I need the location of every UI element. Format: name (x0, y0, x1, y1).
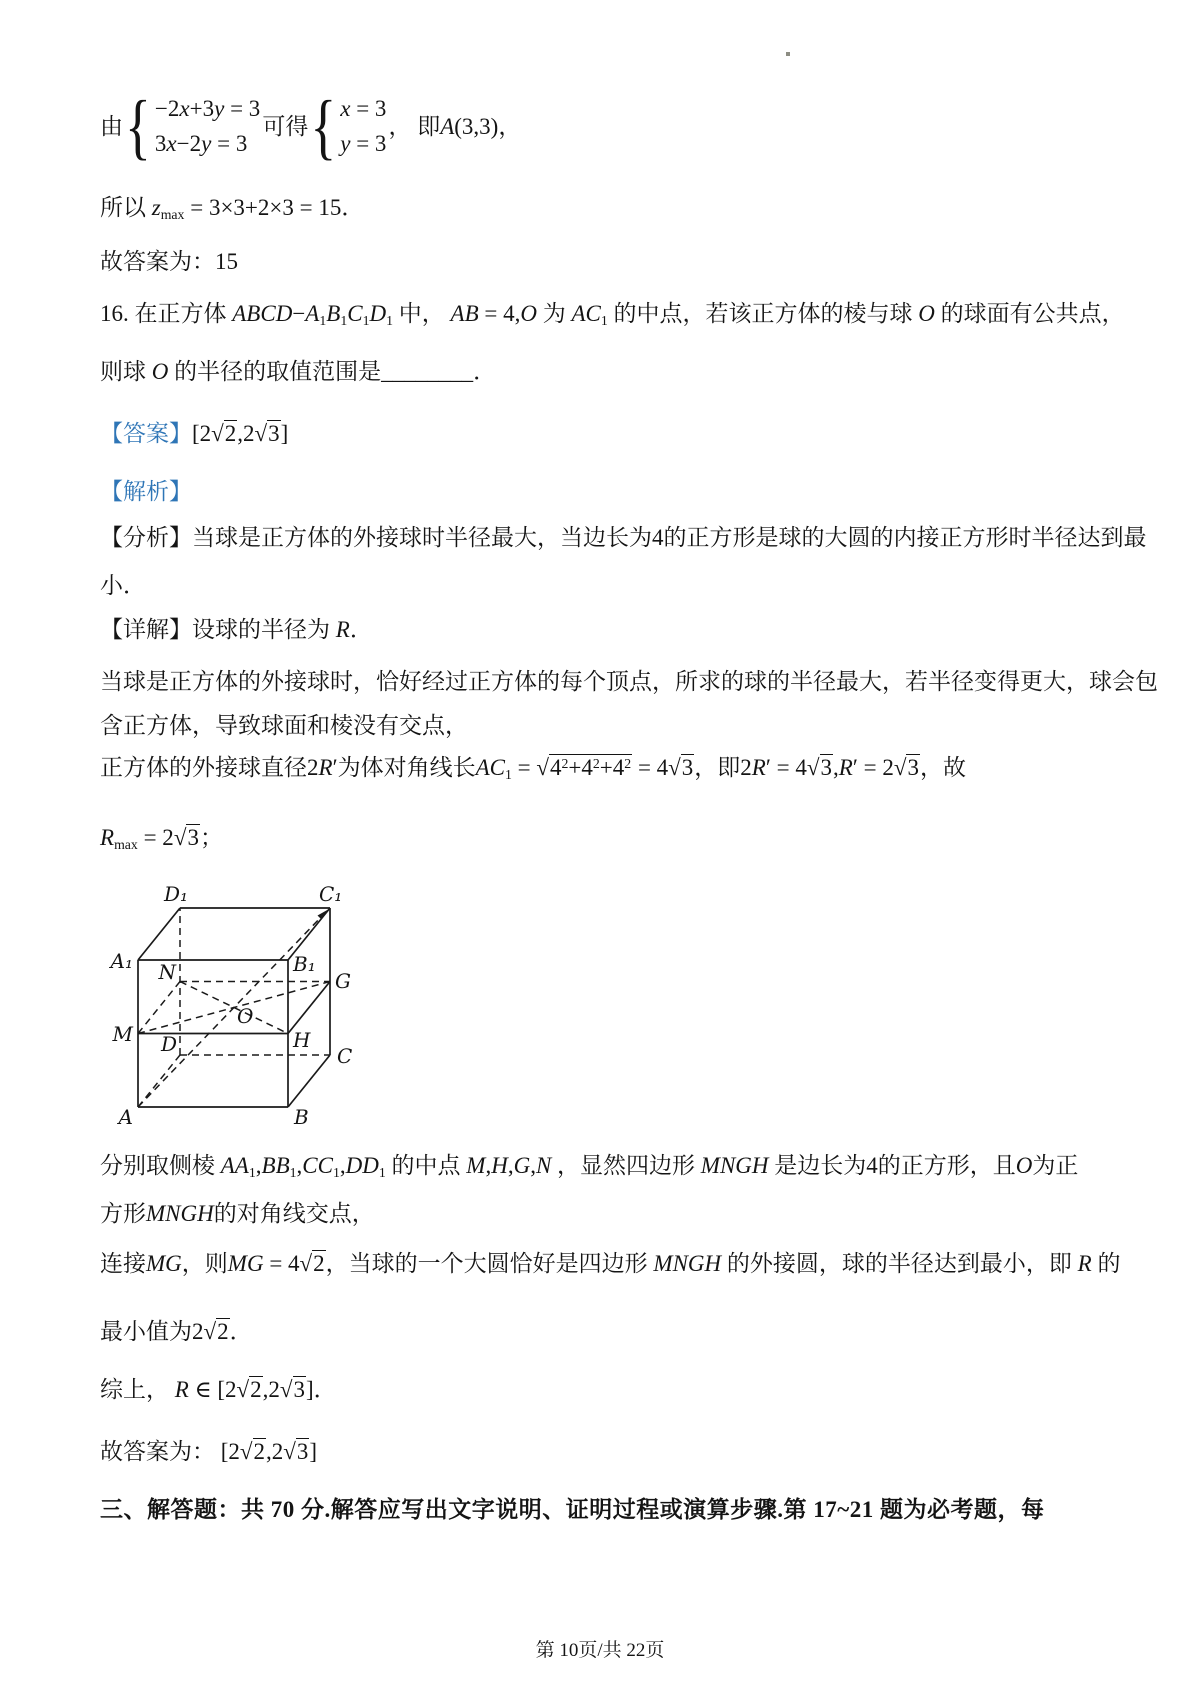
text-segment: , (255, 1153, 262, 1178)
text-segment: O (918, 301, 935, 326)
text-segment: √ (239, 1439, 253, 1464)
text-segment: ，显然四边形 (551, 1153, 701, 1178)
text-segment: √ (536, 755, 549, 780)
text-segment: 1 (340, 313, 348, 329)
text-segment: = 3 (350, 131, 387, 157)
text-segment: R (335, 617, 350, 642)
text-segment: O (520, 301, 537, 326)
mg-line (100, 1248, 1120, 1279)
radicand: 3 (820, 755, 832, 780)
text-segment: = 3×3+2×3 = 15 (184, 195, 342, 220)
text-segment: 1 (600, 313, 608, 329)
text-segment: MNGH (653, 1251, 722, 1276)
text-segment: 的半径的取值范围是 (168, 359, 382, 384)
solution-zmax-line (100, 192, 364, 225)
text-segment: 的 (1091, 1251, 1121, 1276)
text-segment: = 2 (137, 825, 174, 850)
text-segment: 连接 (100, 1251, 146, 1276)
text-segment: 1 (362, 313, 370, 329)
text-segment: AA (220, 1153, 249, 1178)
text-segment: 2 (192, 1319, 204, 1344)
text-segment: 为 (536, 301, 572, 326)
text-segment: 【解析】 (100, 479, 192, 504)
text-segment: 为体对角线长 (337, 755, 476, 780)
text-segment: 17~21 (813, 1497, 874, 1522)
text-segment: ABCD (232, 301, 293, 326)
text-segment: R (318, 755, 333, 780)
text-segment: = 3 (350, 96, 387, 121)
text-segment: 则球 (100, 359, 152, 384)
text-segment: CC (302, 1153, 333, 1178)
text-segment: √ (806, 755, 820, 780)
text-segment: 所以 (100, 195, 152, 220)
midpoints-line-2 (100, 1198, 375, 1229)
diagonal-arrowhead (318, 909, 330, 920)
text-segment: M (466, 1153, 486, 1178)
system-brace: { (310, 85, 337, 167)
text-segment: 1 (504, 767, 512, 783)
text-segment: 方形 (100, 1201, 146, 1226)
text-segment: , (507, 1153, 514, 1178)
text-segment: 的中点，若该正方体的棱与球 (607, 301, 919, 326)
text-segment: x (340, 96, 351, 121)
radicand: 2 (253, 1439, 266, 1464)
text-segment: 2 (561, 756, 569, 772)
text-segment: 含正方体，导致球面和棱没有交点， (100, 713, 468, 738)
text-segment: 的中点 (385, 1153, 467, 1178)
text-segment: ， (498, 113, 522, 139)
text-segment: √ (283, 1439, 296, 1464)
vertex-label-a1: A₁ (110, 949, 133, 973)
text-segment: 1 (378, 1165, 386, 1181)
text-segment: 2 (624, 756, 632, 772)
text-segment: 2 (307, 755, 319, 780)
text-segment: √ (668, 755, 681, 780)
text-segment: ． (349, 617, 373, 642)
text-segment: A (305, 301, 320, 326)
vertex-label-a: A (118, 1105, 133, 1129)
text-segment: √ (279, 1377, 293, 1402)
radicand: 2 (217, 1319, 229, 1344)
text-segment: 4 (550, 755, 562, 780)
text-segment: R (751, 755, 766, 780)
text-segment: 小． (100, 573, 146, 598)
text-segment: y (340, 131, 351, 157)
text-segment: 分.解答应写出文字说明、证明过程或演算步骤.第 (294, 1497, 814, 1522)
text-segment: ， 即 (388, 113, 441, 139)
text-segment: ________ (381, 359, 474, 384)
radicand: 3 (187, 825, 199, 850)
rmin-line (100, 1316, 253, 1347)
question-16-line-1 (100, 298, 1125, 331)
text-segment: ]． (306, 1377, 337, 1402)
detail-label-line (100, 614, 373, 645)
text-segment: 综上， (100, 1377, 175, 1402)
text-segment: 的正方形是球的大圆的内接正方形时半径达到最 (663, 525, 1147, 550)
text-segment: 70 (270, 1497, 295, 1522)
diagonal-formula-line (100, 752, 966, 785)
text-segment: MNGH (146, 1201, 214, 1226)
text-segment: 1 (386, 313, 394, 329)
text-segment: x (179, 96, 190, 121)
text-segment: 2 (592, 756, 600, 772)
vertex-label-c1: C₁ (319, 882, 343, 906)
vertex-label-h: H (293, 1028, 311, 1052)
analysis-text-line-1 (100, 522, 1147, 553)
radicand: 2 (250, 1377, 262, 1402)
radicand: 3 (268, 421, 280, 446)
text-segment: 是边长为 (768, 1153, 867, 1178)
text-segment: = 2 (857, 755, 894, 780)
vertex-label-o: O (237, 1004, 254, 1028)
text-segment: MG (146, 1251, 182, 1276)
text-segment: 4 (866, 1153, 878, 1178)
answer-label-line (100, 418, 288, 449)
cube-figure (100, 875, 370, 1133)
equation-row (155, 96, 260, 121)
text-segment: ] (280, 421, 289, 446)
final-answer-line (100, 1436, 317, 1467)
text-segment: ． (473, 359, 497, 384)
text-segment: [2 (192, 421, 212, 446)
text-segment: 由 (100, 113, 123, 139)
text-segment: (3,3) (454, 113, 499, 139)
text-segment: MG (227, 1251, 264, 1276)
text-segment: max (114, 837, 138, 853)
vertex-label-m: M (112, 1022, 133, 1046)
text-segment: 三、解答题：共 (100, 1497, 271, 1522)
text-segment: −2 (154, 96, 180, 121)
text-segment: D (369, 301, 387, 326)
text-segment: = 4 (632, 755, 669, 780)
text-segment: ,2 (237, 421, 255, 446)
page-footer: 第 10页/共 22页 (535, 1640, 665, 1661)
cube-vertex-labels (109, 882, 353, 1129)
radicand: 2 (224, 421, 237, 446)
text-segment: 1 (319, 313, 327, 329)
text-segment: O (1015, 1153, 1033, 1178)
text-segment: √ (173, 825, 187, 850)
text-segment: 1 (248, 1165, 256, 1181)
text-segment: √ (236, 1377, 250, 1402)
conclusion-line (100, 1374, 337, 1405)
text-segment: 1 (332, 1165, 340, 1181)
text-segment: √ (254, 421, 268, 446)
vertex-label-b1: B₁ (293, 952, 316, 976)
equation-system (310, 85, 387, 167)
text-segment: 2 (740, 755, 752, 780)
text-segment: 4 (652, 525, 664, 550)
text-segment: 3 (154, 131, 167, 157)
text-segment: ,2 (262, 1377, 280, 1402)
equation-rows (340, 96, 386, 157)
radicand (549, 754, 632, 780)
text-segment: 为正 (1032, 1153, 1079, 1178)
analysis-text-line-2 (100, 570, 146, 601)
text-segment: DD (345, 1153, 379, 1178)
analysis-label-line (100, 476, 192, 507)
radicand: 3 (293, 1377, 305, 1402)
text-segment: R (1077, 1251, 1092, 1276)
vertex-label-d: D (160, 1032, 177, 1056)
equation-rows (155, 96, 260, 157)
radicand: 3 (681, 755, 694, 780)
text-segment: R (174, 1377, 189, 1402)
text-segment: ． (229, 1319, 253, 1344)
text-segment: 正方体的外接球直径 (100, 755, 307, 780)
text-segment: √ (893, 755, 907, 780)
vertex-label-c: C (337, 1044, 353, 1068)
text-segment: H (491, 1153, 508, 1178)
vertex-label-d1: D₁ (164, 882, 189, 906)
text-segment: , (485, 1153, 492, 1178)
text-segment: [2 (220, 1439, 240, 1464)
text-segment: ． (341, 195, 365, 220)
text-segment: ，当球的一个大圆恰好是四边形 (325, 1251, 654, 1276)
text-segment: , (530, 1153, 536, 1178)
text-segment: R (838, 755, 853, 780)
text-segment: √ (203, 1319, 217, 1344)
rmax-line (100, 822, 223, 855)
text-segment: 的对角线交点， (213, 1201, 375, 1226)
solution-system-line (100, 85, 522, 167)
text-segment: 当球是正方体的外接球时，恰好经过正方体的每个顶点，所求的球的半径最大，若半径变得更大，球会包 (100, 669, 1158, 694)
text-segment: +4 (568, 755, 593, 780)
radicand: 3 (907, 755, 919, 780)
text-segment: , (296, 1153, 303, 1178)
text-segment: ′ (852, 755, 858, 780)
vertex-label-b: B (294, 1105, 309, 1129)
text-segment: y (214, 96, 225, 121)
text-segment: ′ (332, 755, 338, 780)
detail-text-line-2 (100, 710, 468, 741)
text-segment: √ (211, 421, 224, 446)
question-16-line-2 (100, 356, 496, 387)
text-segment: 15 (215, 249, 238, 274)
text-segment: MNGH (700, 1153, 769, 1178)
text-segment: A (440, 113, 455, 139)
text-segment: 最小值为 (100, 1319, 192, 1344)
equation-row (340, 96, 386, 121)
text-segment: R (100, 825, 115, 850)
text-segment: 故答案为： (100, 249, 215, 274)
text-segment: 的正方形，且 (877, 1153, 1016, 1178)
text-segment: ，即 (694, 755, 741, 780)
text-segment: BB (261, 1153, 290, 1178)
text-segment: √ (299, 1251, 313, 1276)
equation-row (340, 131, 386, 156)
text-segment: 【答案】 (100, 421, 192, 446)
text-segment: 中， (393, 301, 451, 326)
text-segment: 【分析】当球是正方体的外接球时半径最大，当边长为 (100, 525, 652, 550)
radicand: 3 (296, 1439, 309, 1464)
text-segment: +3 (189, 96, 215, 121)
text-segment: = 3 (224, 96, 261, 121)
text-segment: C (347, 301, 363, 326)
text-segment: , (833, 755, 839, 780)
vertex-label-n: N (158, 960, 176, 984)
text-segment: +4 (599, 755, 625, 780)
text-segment: 的球面有公共点， (934, 301, 1125, 326)
text-segment: 分别取侧棱 (100, 1153, 221, 1178)
text-segment: 16. 在正方体 (100, 301, 233, 326)
text-segment: z (151, 195, 161, 220)
text-segment: = (511, 755, 537, 780)
text-segment: 的外接圆，球的半径达到最小，即 (721, 1251, 1078, 1276)
text-segment: AC (571, 301, 601, 326)
equation-row (155, 131, 260, 156)
text-segment: 【详解】设球的半径为 (100, 617, 336, 642)
section-3-header (100, 1494, 1044, 1525)
midpoints-line-1 (100, 1150, 1078, 1183)
answer-15-line (100, 246, 238, 277)
text-segment: ，则 (181, 1251, 228, 1276)
text-segment: 可得 (262, 113, 309, 139)
text-segment: = 4 (770, 755, 807, 780)
text-segment: ，故 (919, 755, 966, 780)
equation-system (125, 85, 261, 167)
text-segment: N (535, 1153, 552, 1178)
vertex-label-g: G (335, 969, 351, 993)
text-segment: AC (475, 755, 505, 780)
radicand: 2 (313, 1251, 325, 1276)
text-segment: ∈ [2 (188, 1377, 237, 1402)
text-segment: 题为必考题，每 (873, 1497, 1045, 1522)
text-segment: ′ (765, 755, 771, 780)
text-segment: x (166, 131, 177, 157)
text-segment: max (160, 207, 185, 223)
text-segment: ,2 (266, 1439, 284, 1464)
text-segment: B (326, 301, 341, 326)
system-brace: { (125, 85, 151, 167)
text-segment: ] (309, 1439, 318, 1464)
text-segment: = 4 (263, 1251, 300, 1276)
detail-text-line-1 (100, 666, 1158, 697)
text-segment: , (339, 1153, 346, 1178)
text-segment: ； (199, 825, 223, 850)
text-segment: 故答案为： (100, 1439, 221, 1464)
text-segment: = 3 (211, 131, 248, 157)
text-segment: y (201, 131, 212, 157)
text-segment: O (151, 359, 169, 384)
text-segment: G (513, 1153, 531, 1178)
page-artifact-dot (786, 52, 790, 56)
text-segment: 1 (289, 1165, 297, 1181)
text-segment: = 4, (478, 301, 521, 326)
text-segment: −2 (176, 131, 202, 157)
text-segment: AB (450, 301, 479, 326)
text-segment: − (292, 301, 306, 326)
cube-dashed-edges (138, 908, 330, 1107)
